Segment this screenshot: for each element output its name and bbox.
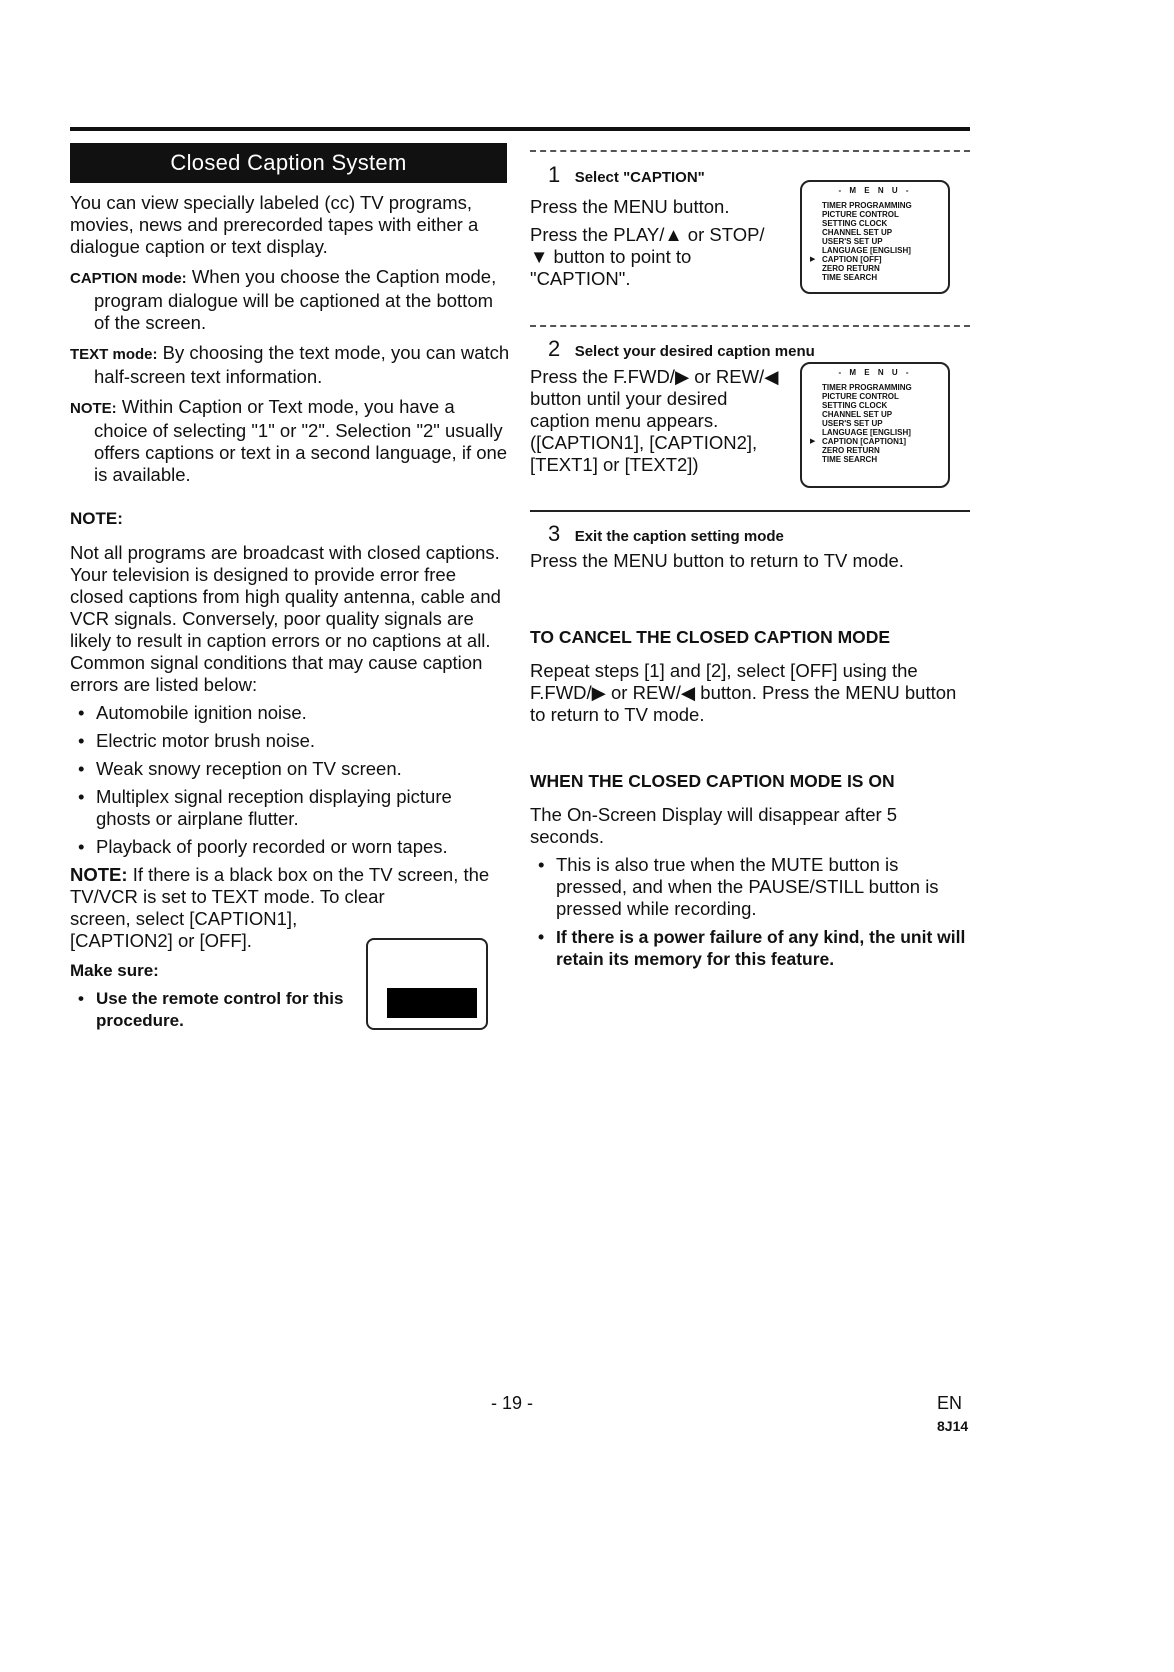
- list-item: • Automobile ignition noise.: [70, 702, 510, 724]
- note2-text-c: [CAPTION2] or [OFF].: [70, 930, 252, 951]
- step2-text: Press the F.FWD/▶ or REW/◀ button until your desired caption menu appears. ([CAPTION1], [CAPTION2], [TEXT1] or [TEXT2]): [530, 366, 779, 475]
- menu-item: ZERO RETURN: [822, 264, 880, 273]
- note-paragraph: Not all programs are broadcast with closed captions. Your television is designed to provide error free closed captions from high quality antenna, cable and VCR signals. Conversely, poor quality signals are likely to result in caption errors or no captions at all. Common signal conditions that may cause caption errors are listed below:: [70, 542, 501, 695]
- menu-item: LANGUAGE [ENGLISH]: [822, 246, 911, 255]
- step2-body: [530, 366, 788, 476]
- note1-text: Within Caption or Text mode, you have a choice of selecting "1" or "2". Selection "2" usually offers captions or text in a second language, if one is available.: [94, 396, 508, 485]
- caption-mode-label: CAPTION mode:: [70, 270, 187, 287]
- cancel-heading: TO CANCEL THE CLOSED CAPTION MODE: [530, 627, 891, 647]
- menu-item: CHANNEL SET UP: [822, 410, 893, 419]
- step1-body: [530, 196, 780, 290]
- caption-mode-paragraph: [70, 266, 510, 334]
- note2-paragraph: [70, 864, 510, 908]
- menu-item: SETTING CLOCK: [822, 401, 888, 410]
- on-text: The On-Screen Display will disappear after 5 seconds.: [530, 804, 898, 847]
- left-column: [70, 192, 510, 486]
- list-item: • Electric motor brush noise.: [70, 730, 510, 752]
- menu-item: PICTURE CONTROL: [822, 210, 899, 219]
- step3-text: Press the MENU button to return to TV mode.: [530, 550, 904, 571]
- menu-item: LANGUAGE [ENGLISH]: [822, 428, 911, 437]
- list-item: • If there is a power failure of any kind, the unit will retain its memory for this feature.: [530, 926, 970, 970]
- step2-heading: [548, 336, 815, 362]
- step2-number: 2: [548, 336, 561, 361]
- menu-item: TIMER PROGRAMMING: [822, 383, 912, 392]
- language-code: EN: [937, 1393, 963, 1413]
- step1-title: Select "CAPTION": [574, 169, 705, 186]
- step1-line1: Press the MENU button.: [530, 196, 730, 217]
- cancel-section: [530, 626, 970, 726]
- menu-display-1: [800, 180, 950, 294]
- list-item: • Multiplex signal reception displaying picture ghosts or airplane flutter.: [70, 786, 510, 830]
- tv-screen-illustration: [366, 938, 488, 1030]
- step1-rule: [530, 150, 970, 152]
- menu-item: SETTING CLOCK: [822, 219, 888, 228]
- menu-item: USER'S SET UP: [822, 419, 883, 428]
- caption-mode-text: When you choose the Caption mode, program dialogue will be captioned at the bottom of the screen.: [94, 266, 497, 333]
- note2-text-a: If there is a black box on the TV screen, the TV/VCR is set to TEXT mode. To clear: [70, 864, 490, 907]
- page-number: - 19 -: [491, 1393, 534, 1413]
- make-sure-label: Make sure:: [70, 961, 159, 980]
- list-item: • This is also true when the MUTE button is pressed, and when the PAUSE/STILL button is pressed while recording.: [530, 854, 970, 920]
- top-rule: [70, 127, 970, 131]
- step3-body: [530, 550, 970, 572]
- step1-line2: Press the PLAY/▲ or STOP/▼ button to point to "CAPTION".: [530, 224, 765, 289]
- section-title: Closed Caption System: [70, 143, 507, 183]
- note1-label: NOTE:: [70, 400, 117, 417]
- menu-item: USER'S SET UP: [822, 237, 883, 246]
- text-mode-label: TEXT mode:: [70, 346, 158, 363]
- menu-item: TIME SEARCH: [822, 273, 878, 282]
- signal-conditions-list: [70, 702, 510, 858]
- step1-heading: [548, 162, 705, 188]
- note2-text-b: screen, select [CAPTION1],: [70, 908, 298, 929]
- note1-paragraph: [70, 396, 510, 486]
- on-heading: WHEN THE CLOSED CAPTION MODE IS ON: [530, 771, 895, 791]
- menu-item: TIME SEARCH: [822, 455, 878, 464]
- black-text-box: [387, 988, 477, 1018]
- menu-item-selected: ▶ CAPTION [OFF]: [822, 255, 942, 264]
- text-mode-text: By choosing the text mode, you can watch half-screen text information.: [94, 342, 510, 387]
- text-mode-paragraph: [70, 342, 510, 388]
- menu-display-2: [800, 362, 950, 488]
- step3-rule: [530, 510, 970, 512]
- step1-number: 1: [548, 162, 561, 187]
- step2-title: Select your desired caption menu: [574, 343, 815, 360]
- note-heading: NOTE:: [70, 509, 123, 528]
- note2-label: NOTE:: [70, 864, 128, 885]
- menu-item: TIMER PROGRAMMING: [822, 201, 912, 210]
- step3-number: 3: [548, 521, 561, 546]
- step2-rule: [530, 325, 970, 327]
- menu-item-selected: ▶ CAPTION [CAPTION1]: [822, 437, 942, 446]
- cancel-text: Repeat steps [1] and [2], select [OFF] using the F.FWD/▶ or REW/◀ button. Press the MENU button to return to TV mode.: [530, 660, 957, 725]
- step3-title: Exit the caption setting mode: [574, 528, 784, 545]
- on-section: [530, 770, 970, 970]
- step3-heading: [548, 521, 784, 547]
- document-code: 8J14: [937, 1418, 969, 1434]
- menu-item: ZERO RETURN: [822, 446, 880, 455]
- intro-paragraph: You can view specially labeled (cc) TV programs, movies, news and prerecorded tapes with either a dialogue caption or text display.: [70, 192, 479, 257]
- make-sure-bullet: • Use the remote control for this procedure.: [70, 988, 346, 1032]
- menu-title: - M E N U -: [838, 368, 912, 377]
- list-item: • Weak snowy reception on TV screen.: [70, 758, 510, 780]
- list-item: • Playback of poorly recorded or worn tapes.: [70, 836, 510, 858]
- menu-title: - M E N U -: [838, 186, 912, 195]
- menu-item: CHANNEL SET UP: [822, 228, 893, 237]
- menu-item: PICTURE CONTROL: [822, 392, 899, 401]
